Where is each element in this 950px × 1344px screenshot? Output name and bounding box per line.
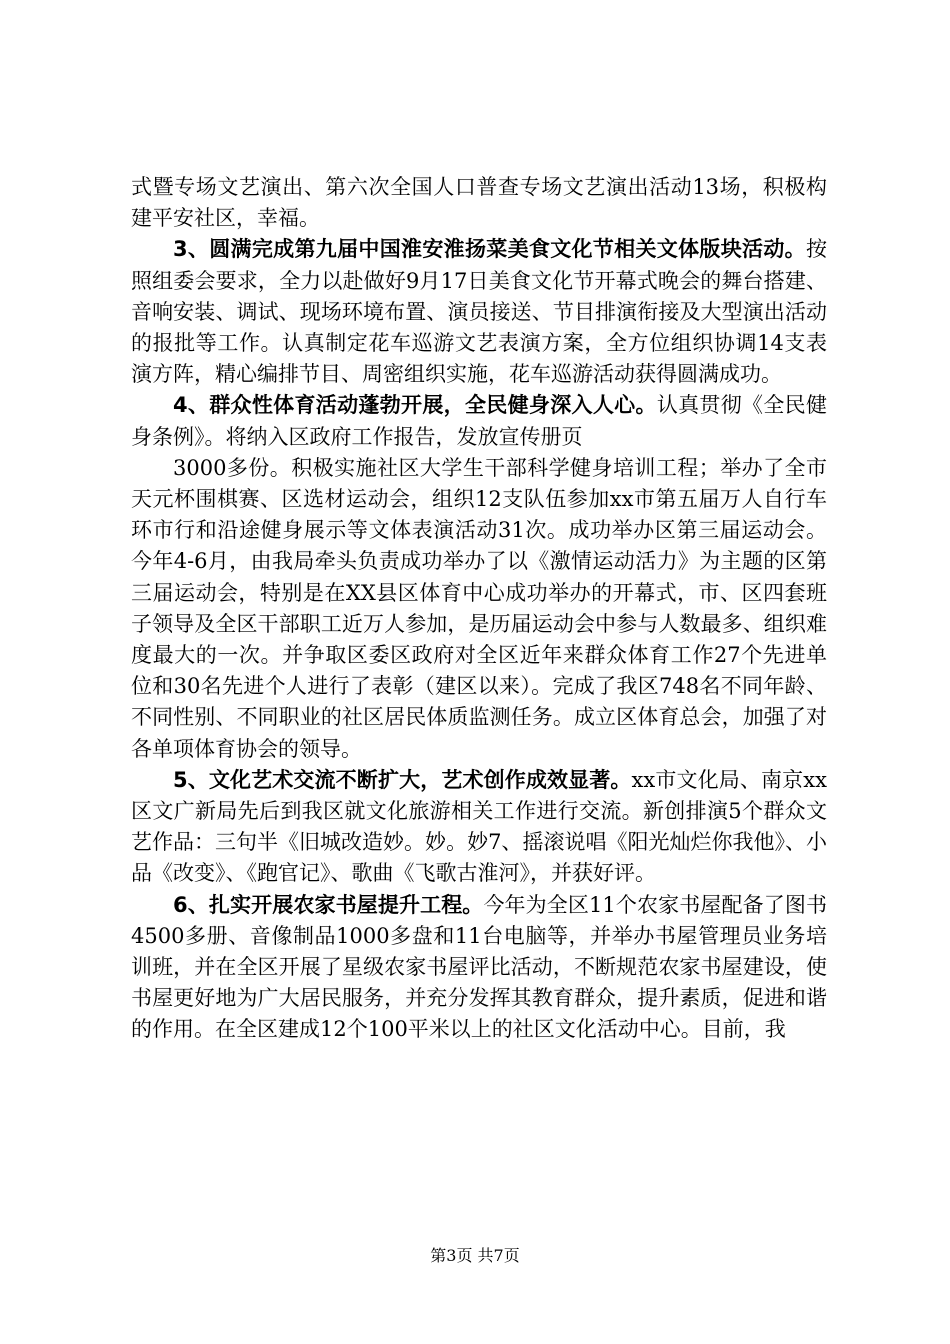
paragraph-sports-details bbox=[131, 453, 827, 765]
paragraph-text: xx市文化局、南京xx区文广新局先后到我区就文化旅游相关工作进行交流。新创排演5个群众文艺作品：三句半《旧城改造妙。妙。妙7、摇滚说唱《阳光灿烂你我他》、小品《改变》、《跑官记》、歌曲《飞歌古淮河》，并获好评。 bbox=[131, 767, 827, 886]
document-body bbox=[131, 172, 827, 1046]
paragraph-text: 认真贯彻《全民健身条例》。将纳入区政府工作报告，发放宣传册页 bbox=[131, 393, 827, 449]
paragraph-text: 3000多份。积极实施社区大学生干部科学健身培训工程；举办了全市天元杯围棋赛、区选材运动会，组织12支队伍参加xx市第五届万人自行车环市行和沿途健身展示等文体表演活动31次。成功举办区第三届运动会。今年4-6月，由我局牵头负责成功举办了以《激情运动活力》为主题的区第三届运动会，特别是在XX县区体育中心成功举办的开幕式，市、区四套班子领导及全区干部职工近万人参加，是历届运动会中参与人数最多、组织难度最大的一次。并争取区委区政府对全区近年来群众体育工作27个先进单位和30名先进个人进行了表彰（建区以来）。完成了我区748名不同年龄、不同性别、不同职业的社区居民体质监测任务。成立区体育总会，加强了对各单项体育协会的领导。 bbox=[131, 455, 827, 761]
page-number: 第3页 共7页 bbox=[430, 1246, 520, 1265]
paragraph-heading: 3、圆满完成第九届中国淮安淮扬菜美食文化节相关文体版块活动。 bbox=[173, 237, 806, 262]
paragraph-art-exchange bbox=[131, 765, 827, 890]
paragraph-continuation bbox=[131, 172, 827, 234]
paragraph-food-festival bbox=[131, 234, 827, 390]
paragraph-text: 按照组委会要求，全力以赴做好9月17日美食文化节开幕式晚会的舞台搭建、音响安装、调试、现场环境布置、演员接送、节目排演衔接及大型演出活动的报批等工作。认真制定花车巡游文艺表演方案，全方位组织协调14支表演方阵，精心编排节目、周密组织实施，花车巡游活动获得圆满成功。 bbox=[131, 237, 827, 387]
paragraph-farm-library bbox=[131, 890, 827, 1046]
paragraph-heading: 5、文化艺术交流不断扩大，艺术创作成效显著。 bbox=[173, 767, 632, 792]
paragraph-text: 今年为全区11个农家书屋配备了图书4500多册、音像制品1000多盘和11台电脑等，并举办书屋管理员业务培训班，并在全区开展了星级农家书屋评比活动，不断规范农家书屋建设，使书屋更好地为广大居民服务，并充分发挥其教育群众，提升素质，促进和谐的作用。在全区建成12个100平米以上的社区文化活动中心。目前，我 bbox=[131, 892, 827, 1042]
paragraph-text: 式暨专场文艺演出、第六次全国人口普查专场文艺演出活动13场，积极构建平安社区，幸福。 bbox=[131, 175, 827, 231]
paragraph-heading: 4、群众性体育活动蓬勃开展，全民健身深入人心。 bbox=[173, 393, 657, 418]
paragraph-heading: 6、扎实开展农家书屋提升工程。 bbox=[173, 892, 484, 917]
page-footer bbox=[0, 1243, 950, 1266]
paragraph-mass-sports bbox=[131, 390, 827, 452]
